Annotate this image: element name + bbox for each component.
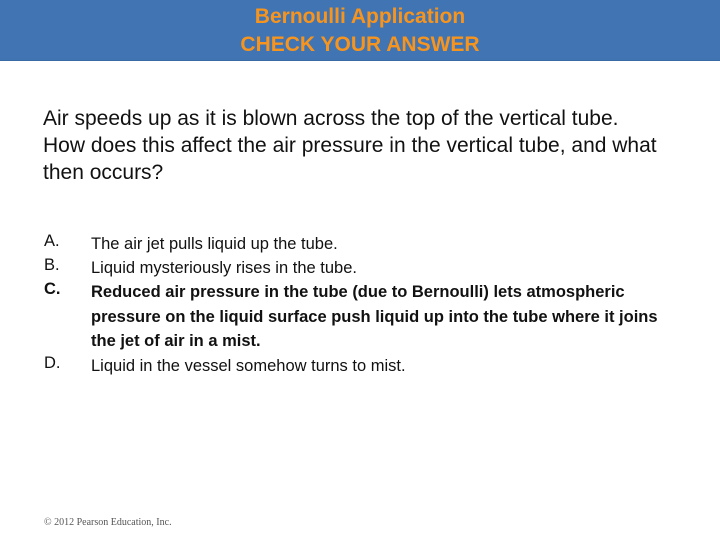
answer-text: The air jet pulls liquid up the tube. <box>91 235 338 253</box>
answer-option-c-correct <box>44 280 684 354</box>
question-text: Air speeds up as it is blown across the top of the vertical tube. How does this affect the air pressure in the vertical tube, and what then occurs? <box>43 107 657 184</box>
slide-title: Bernoulli Application <box>254 5 466 28</box>
answer-option-a <box>44 232 684 256</box>
answer-option-d <box>44 354 684 378</box>
answer-list <box>44 232 684 378</box>
slide-header <box>0 0 720 61</box>
answer-letter: D. <box>44 353 61 372</box>
answer-text: Reduced air pressure in the tube (due to Bernoulli) lets atmospheric pressure on the liquid surface push liquid up into the tube where it joins the jet of air in a mist. <box>91 283 658 350</box>
answer-letter: B. <box>44 256 60 274</box>
slide-subtitle: CHECK YOUR ANSWER <box>240 33 480 56</box>
answer-option-b <box>44 256 684 280</box>
answer-letter: C. <box>44 280 61 298</box>
answer-letter: A. <box>44 232 60 250</box>
answer-text: Liquid mysteriously rises in the tube. <box>91 259 357 277</box>
answer-text: Liquid in the vessel somehow turns to mist. <box>91 356 406 375</box>
copyright-footer: © 2012 Pearson Education, Inc. <box>44 517 172 528</box>
